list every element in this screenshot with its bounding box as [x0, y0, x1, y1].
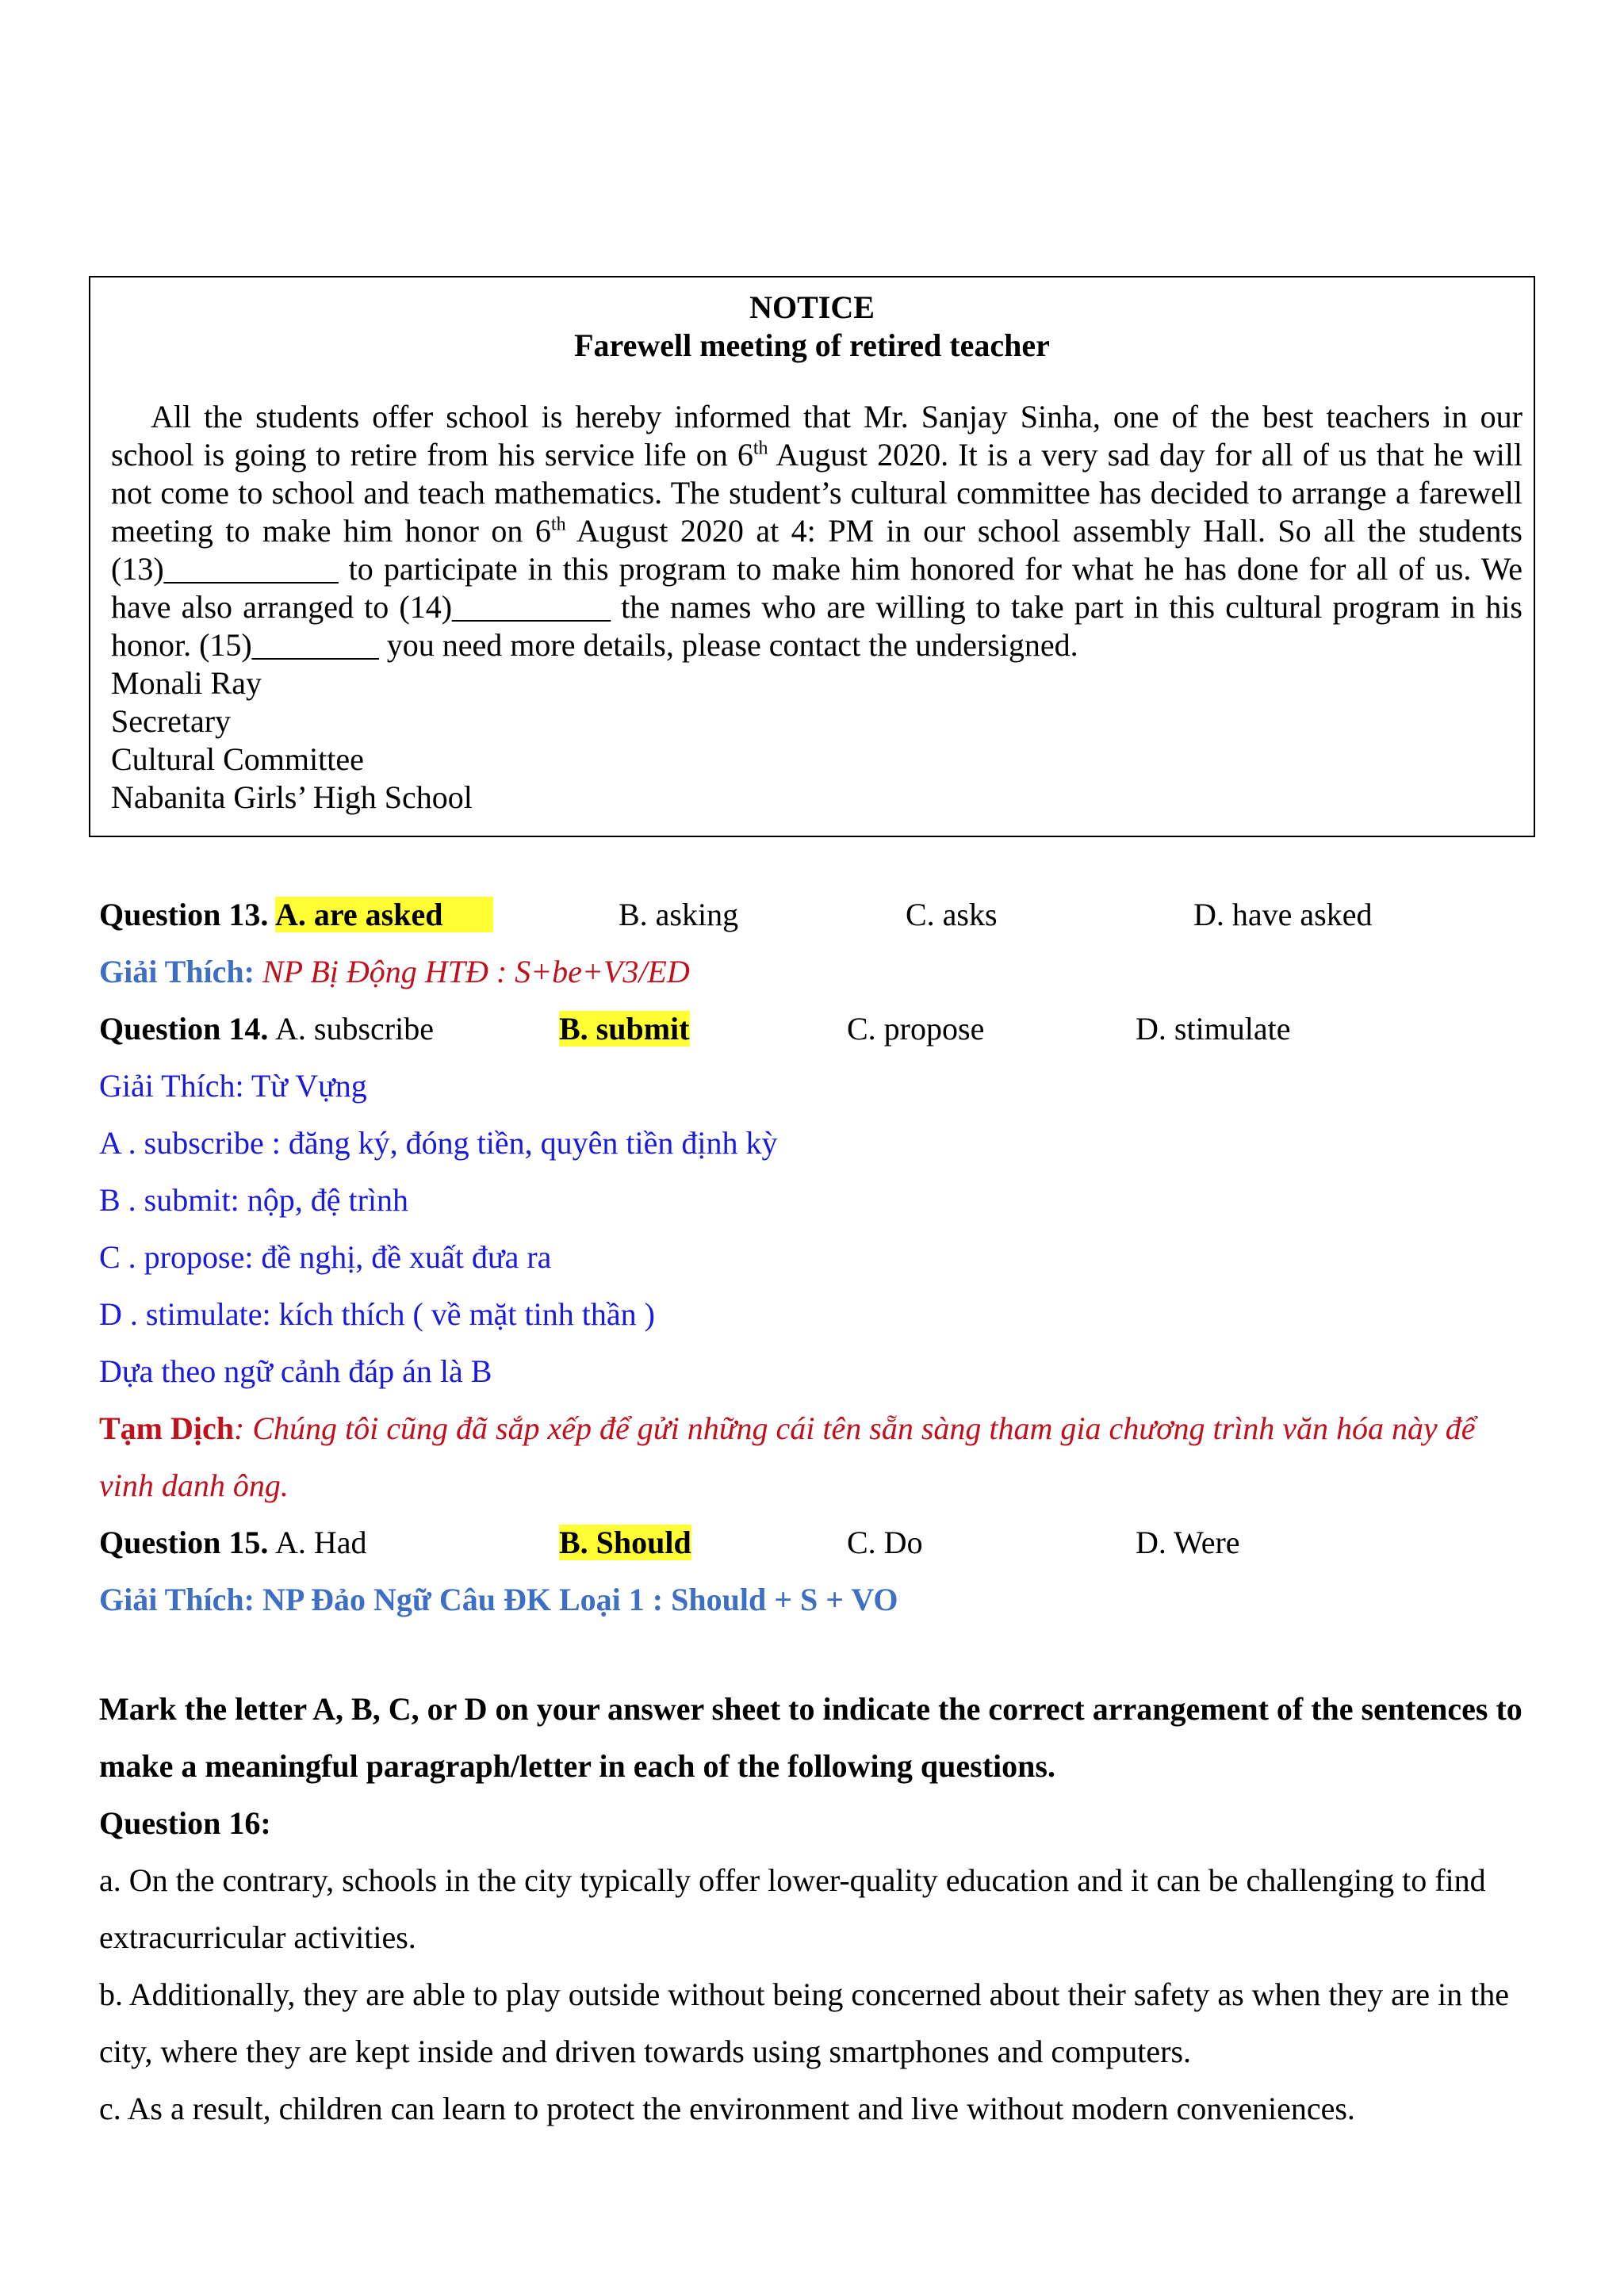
- q14-conclusion: Dựa theo ngữ cảnh đáp án là B: [99, 1353, 492, 1389]
- q16-sentence-c: c. As a result, children can learn to protect the environment and live without modern conveniences.: [99, 2091, 1355, 2126]
- notice-body-sup-1: th: [753, 438, 768, 459]
- notice-body-part-1: All the students offer school is hereby informed that Mr. Sanjay Sinha, one of the best teachers in our school is going to retire from his service life on 6: [111, 399, 1522, 473]
- q15-option-a[interactable]: A. Had: [275, 1525, 367, 1560]
- signature-school: Nabanita Girls’ High School: [111, 779, 473, 815]
- q13-explain-text: NP Bị Động HTĐ : S+be+V3/ED: [254, 954, 690, 989]
- q15-label: Question 15.: [99, 1525, 269, 1560]
- q14-note-a: A . subscribe : đăng ký, đóng tiền, quyên tiền định kỳ: [99, 1125, 778, 1161]
- q13-explain-label: Giải Thích:: [99, 954, 255, 989]
- signature-role: Secretary: [111, 703, 232, 739]
- q13-explanation: [99, 943, 690, 1001]
- signature-committee: Cultural Committee: [111, 741, 364, 777]
- notice-body-sup-2: th: [550, 514, 566, 535]
- q15-option-b-text: B. Should: [559, 1525, 691, 1560]
- q13-option-d[interactable]: D. have asked: [1193, 897, 1373, 932]
- q14-translate-text: : Chúng tôi cũng đã sắp xếp để gửi những cái tên sẵn sàng tham gia chương trình văn hóa này để vinh danh ông.: [99, 1410, 1476, 1503]
- q15-option-b[interactable]: [559, 1514, 691, 1571]
- q13-option-c[interactable]: C. asks: [906, 897, 998, 932]
- q15-option-d[interactable]: D. Were: [1136, 1525, 1240, 1560]
- q15-option-c[interactable]: C. Do: [847, 1525, 923, 1560]
- notice-body-part-3: August 2020 at 4: PM in our school assembly Hall. So all the students (13)___________ to participate in this program to make him honored for what he has done for all of us. We have also arranged to (14)__________ the names who are willing to take part in this cultural program in his honor. (15)________ you need more details, please contact the undersigned.: [111, 513, 1522, 663]
- q16-sentence-b: b. Additionally, they are able to play outside without being concerned about their safety as when they are in the city, where they are kept inside and driven towards using smartphones and computers.: [99, 1976, 1509, 2069]
- notice-title: NOTICE: [749, 289, 875, 325]
- q16-sentence-a: a. On the contrary, schools in the city typically offer lower-quality education and it can be challenging to find extracurricular activities.: [99, 1862, 1486, 1955]
- q14-note-d: D . stimulate: kích thích ( về mặt tinh thần ): [99, 1296, 655, 1332]
- q13-option-b[interactable]: B. asking: [619, 897, 739, 932]
- q16-label: Question 16:: [99, 1805, 271, 1841]
- notice-box: [89, 276, 1535, 837]
- q14-label: Question 14.: [99, 1011, 269, 1047]
- q13-option-a[interactable]: [275, 886, 493, 943]
- q14-explanation: Giải Thích: Từ Vựng: [99, 1068, 367, 1104]
- q14-option-b[interactable]: [559, 1001, 690, 1058]
- notice-body: [111, 398, 1522, 664]
- q14-translation: [99, 1400, 1534, 1514]
- q14-note-c: C . propose: đề nghị, đề xuất đưa ra: [99, 1239, 552, 1275]
- notice-body-part-2: August 2020. It is a very sad day for all of us that he will not come to school and teach mathematics. The student’s cultural committee has decided to arrange a farewell meeting to make him honor on 6: [111, 437, 1523, 549]
- notice-subtitle: Farewell meeting of retired teacher: [574, 327, 1050, 363]
- q14-option-a[interactable]: A. subscribe: [275, 1011, 434, 1047]
- q14-option-b-text: B. submit: [559, 1011, 690, 1047]
- q13-label: Question 13.: [99, 897, 269, 932]
- instruction-text: Mark the letter A, B, C, or D on your answer sheet to indicate the correct arrangement of the sentences to make a meaningful paragraph/letter in each of the following questions.: [99, 1691, 1522, 1784]
- q14-option-d[interactable]: D. stimulate: [1136, 1011, 1291, 1047]
- q14-translate-label: Tạm Dịch: [99, 1410, 234, 1446]
- q15-explanation: Giải Thích: NP Đảo Ngữ Câu ĐK Loại 1 : Should + S + VO: [99, 1582, 898, 1617]
- signature-name: Monali Ray: [111, 665, 262, 701]
- q14-note-b: B . submit: nộp, đệ trình: [99, 1182, 408, 1218]
- q13-option-a-text: A. are asked: [275, 897, 493, 932]
- q14-option-c[interactable]: C. propose: [847, 1011, 985, 1047]
